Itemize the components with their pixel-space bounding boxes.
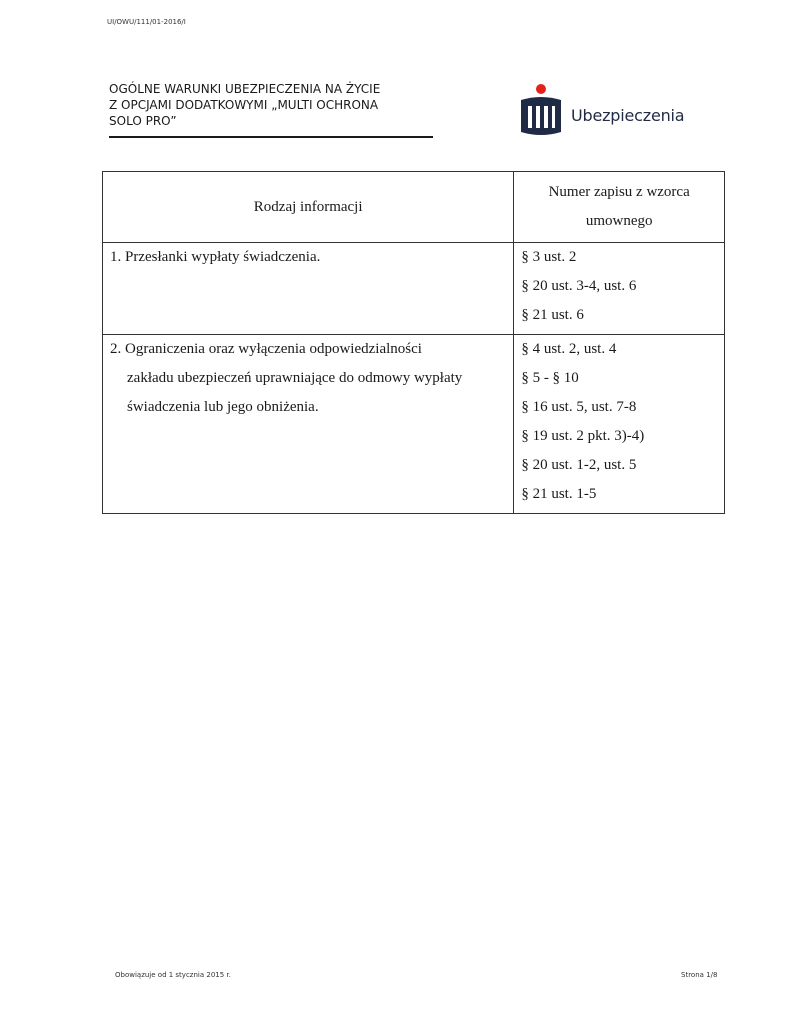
reference-item: § 20 ust. 3-4, ust. 6 (521, 278, 637, 294)
column-header-info: Rodzaj informacji (103, 172, 514, 243)
information-table (102, 171, 725, 514)
title-line: SOLO PRO” (109, 114, 177, 128)
effective-date: Obowiązuje od 1 stycznia 2015 r. (115, 971, 231, 979)
reference-item: § 3 ust. 2 (521, 249, 577, 265)
reference-item: § 21 ust. 1-5 (521, 486, 597, 502)
reference-item: § 21 ust. 6 (521, 307, 584, 323)
logo-wordmark: Ubezpieczenia (571, 106, 685, 125)
info-cell (103, 335, 514, 514)
reference-item: § 4 ust. 2, ust. 4 (521, 341, 617, 357)
info-text: świadczenia lub jego obniżenia. (127, 399, 319, 415)
title-line: Z OPCJAMI DODATKOWYMI „MULTI OCHRONA (109, 98, 379, 112)
reference-cell (514, 243, 725, 335)
info-text: 1. Przesłanki wypłaty świadczenia. (110, 249, 321, 265)
page-number: Strona 1/8 (681, 971, 718, 979)
info-text: 2. Ograniczenia oraz wyłączenia odpowiedzialności (110, 341, 422, 357)
pko-logo-icon (519, 84, 563, 138)
title-line: OGÓLNE WARUNKI UBEZPIECZENIA NA ŻYCIE (109, 82, 381, 96)
document-title (109, 81, 433, 129)
reference-cell (514, 335, 725, 514)
table-row (103, 335, 725, 514)
table-row (103, 243, 725, 335)
company-logo (519, 84, 689, 138)
column-header-reference: Numer zapisu z wzorca umownego (514, 172, 725, 243)
reference-item: § 20 ust. 1-2, ust. 5 (521, 457, 637, 473)
info-text: zakładu ubezpieczeń uprawniające do odmowy wypłaty (127, 370, 463, 386)
title-underline (109, 136, 433, 138)
reference-item: § 19 ust. 2 pkt. 3)-4) (521, 428, 645, 444)
table-header-row (103, 172, 725, 243)
document-code: UI/OWU/111/01-2016/I (107, 18, 186, 26)
reference-item: § 16 ust. 5, ust. 7-8 (521, 399, 637, 415)
info-cell (103, 243, 514, 335)
reference-item: § 5 - § 10 (521, 370, 579, 386)
